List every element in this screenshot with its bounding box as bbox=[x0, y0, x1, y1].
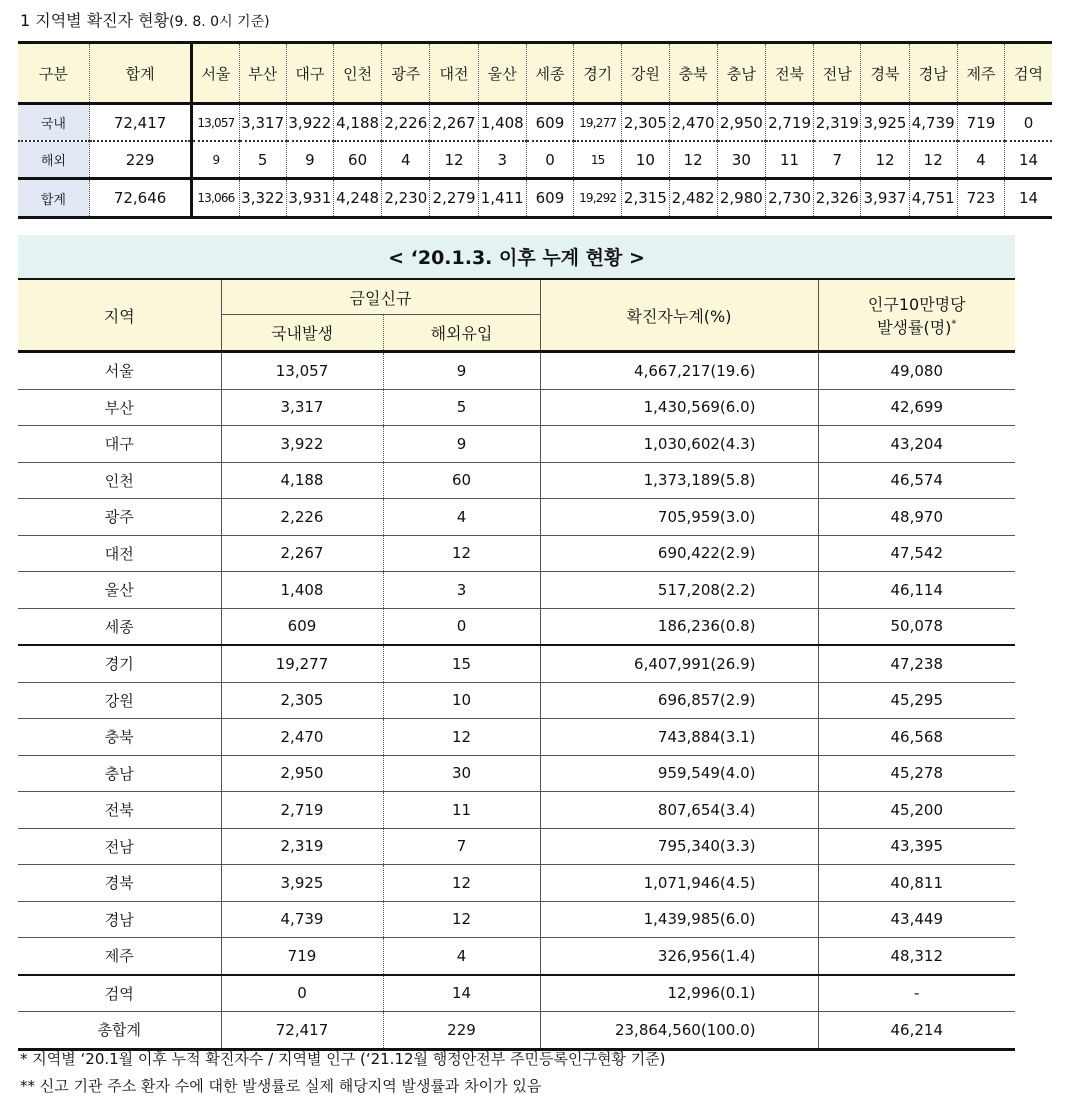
region-value: 2,719 bbox=[765, 104, 813, 142]
header-region-15: 경남 bbox=[909, 43, 957, 104]
imported-count: 30 bbox=[383, 755, 540, 792]
table-row bbox=[18, 682, 1015, 719]
table-row bbox=[18, 535, 1015, 572]
cumulative-count: 743,884(3.1) bbox=[540, 719, 818, 756]
cumulative-caption: < ‘20.1.3. 이후 누계 현황 > bbox=[18, 235, 1015, 279]
domestic-count: 2,950 bbox=[221, 755, 383, 792]
header-region-1: 부산 bbox=[239, 43, 286, 104]
region-value: 2,470 bbox=[669, 104, 717, 142]
imported-count: 3 bbox=[383, 572, 540, 609]
table-row bbox=[18, 608, 1015, 645]
region-name: 전남 bbox=[18, 828, 221, 865]
header-region-17: 검역 bbox=[1005, 43, 1052, 104]
region-name: 부산 bbox=[18, 389, 221, 426]
summary-row bbox=[18, 179, 1052, 218]
region-value: 2,319 bbox=[814, 104, 861, 142]
region-value: 3,922 bbox=[286, 104, 333, 142]
row-label: 국내 bbox=[18, 104, 89, 142]
region-name: 전북 bbox=[18, 792, 221, 829]
region-value: 2,950 bbox=[717, 104, 765, 142]
region-name: 대구 bbox=[18, 426, 221, 463]
region-value: 3 bbox=[478, 141, 526, 179]
region-name: 강원 bbox=[18, 682, 221, 719]
domestic-count: 2,226 bbox=[221, 499, 383, 536]
incidence-rate: 49,080 bbox=[818, 352, 1015, 390]
header-category: 구분 bbox=[18, 43, 89, 104]
region-value: 12 bbox=[861, 141, 909, 179]
summary-row bbox=[18, 141, 1052, 179]
table-row bbox=[18, 426, 1015, 463]
imported-count: 15 bbox=[383, 645, 540, 682]
region-name: 세종 bbox=[18, 608, 221, 645]
region-value: 723 bbox=[957, 179, 1004, 218]
region-value: 4,188 bbox=[333, 104, 381, 142]
region-value: 12 bbox=[430, 141, 478, 179]
domestic-count: 2,719 bbox=[221, 792, 383, 829]
region-value: 3,322 bbox=[239, 179, 286, 218]
domestic-count: 719 bbox=[221, 938, 383, 975]
region-name: 경남 bbox=[18, 901, 221, 938]
incidence-rate: 46,214 bbox=[818, 1012, 1015, 1050]
region-value: 9 bbox=[286, 141, 333, 179]
region-value: 19,292 bbox=[574, 179, 622, 218]
domestic-count: 2,305 bbox=[221, 682, 383, 719]
domestic-count: 609 bbox=[221, 608, 383, 645]
domestic-count: 3,317 bbox=[221, 389, 383, 426]
region-value: 2,730 bbox=[765, 179, 813, 218]
header-incidence-rate bbox=[818, 279, 1015, 352]
region-name: 충남 bbox=[18, 755, 221, 792]
cumulative-count: 807,654(3.4) bbox=[540, 792, 818, 829]
footnote-2: ** 신고 기관 주소 환자 수에 대한 발생률로 실제 해당지역 발생률과 차이가 있음 bbox=[20, 1077, 542, 1095]
region-value: 10 bbox=[622, 141, 669, 179]
row-total: 72,646 bbox=[89, 179, 191, 218]
region-value: 19,277 bbox=[574, 104, 622, 142]
incidence-rate: 47,542 bbox=[818, 535, 1015, 572]
incidence-rate: 47,238 bbox=[818, 645, 1015, 682]
header-region-12: 전북 bbox=[765, 43, 813, 104]
row-label: 합계 bbox=[18, 179, 89, 218]
region-value: 14 bbox=[1005, 141, 1052, 179]
summary-row bbox=[18, 104, 1052, 142]
incidence-rate: 40,811 bbox=[818, 865, 1015, 902]
regional-summary-table bbox=[18, 41, 1052, 219]
header-region-10: 충북 bbox=[669, 43, 717, 104]
table-row bbox=[18, 645, 1015, 682]
region-value: 2,226 bbox=[382, 104, 430, 142]
table-row bbox=[18, 572, 1015, 609]
page-title bbox=[20, 8, 270, 31]
region-name: 서울 bbox=[18, 352, 221, 390]
header-region-6: 울산 bbox=[478, 43, 526, 104]
domestic-count: 2,319 bbox=[221, 828, 383, 865]
row-total: 72,417 bbox=[89, 104, 191, 142]
cumulative-count: 795,340(3.3) bbox=[540, 828, 818, 865]
cumulative-count: 1,430,569(6.0) bbox=[540, 389, 818, 426]
header-domestic: 국내발생 bbox=[221, 315, 383, 352]
incidence-rate: 45,200 bbox=[818, 792, 1015, 829]
imported-count: 11 bbox=[383, 792, 540, 829]
cumulative-table bbox=[18, 235, 1015, 1051]
table-row bbox=[18, 938, 1015, 975]
region-value: 609 bbox=[526, 104, 573, 142]
region-value: 15 bbox=[574, 141, 622, 179]
incidence-rate: 46,114 bbox=[818, 572, 1015, 609]
domestic-count: 19,277 bbox=[221, 645, 383, 682]
incidence-rate: 45,295 bbox=[818, 682, 1015, 719]
table-row bbox=[18, 719, 1015, 756]
region-value: 4 bbox=[957, 141, 1004, 179]
imported-count: 4 bbox=[383, 499, 540, 536]
region-name: 제주 bbox=[18, 938, 221, 975]
region-value: 2,267 bbox=[430, 104, 478, 142]
header-region-11: 충남 bbox=[717, 43, 765, 104]
imported-count: 9 bbox=[383, 426, 540, 463]
region-name: 대전 bbox=[18, 535, 221, 572]
incidence-rate: 46,568 bbox=[818, 719, 1015, 756]
region-value: 11 bbox=[765, 141, 813, 179]
header-region-16: 제주 bbox=[957, 43, 1004, 104]
region-value: 30 bbox=[717, 141, 765, 179]
region-name: 인천 bbox=[18, 462, 221, 499]
region-value: 3,931 bbox=[286, 179, 333, 218]
header-region-0: 서울 bbox=[192, 43, 239, 104]
region-value: 2,230 bbox=[382, 179, 430, 218]
region-value: 12 bbox=[669, 141, 717, 179]
cumulative-count: 1,439,985(6.0) bbox=[540, 901, 818, 938]
region-value: 2,482 bbox=[669, 179, 717, 218]
cumulative-count: 1,373,189(5.8) bbox=[540, 462, 818, 499]
table-row bbox=[18, 792, 1015, 829]
imported-count: 0 bbox=[383, 608, 540, 645]
cumulative-count: 690,422(2.9) bbox=[540, 535, 818, 572]
imported-count: 60 bbox=[383, 462, 540, 499]
header-imported: 해외유입 bbox=[383, 315, 540, 352]
table-row bbox=[18, 865, 1015, 902]
region-value: 2,326 bbox=[814, 179, 861, 218]
domestic-count: 3,922 bbox=[221, 426, 383, 463]
region-name: 경북 bbox=[18, 865, 221, 902]
domestic-count: 2,470 bbox=[221, 719, 383, 756]
region-value: 4 bbox=[382, 141, 430, 179]
table-row bbox=[18, 389, 1015, 426]
header-rate-line1: 인구10만명당 bbox=[867, 295, 966, 314]
row-total: 229 bbox=[89, 141, 191, 179]
region-value: 0 bbox=[1005, 104, 1052, 142]
imported-count: 12 bbox=[383, 901, 540, 938]
footnote-marker: * bbox=[951, 318, 957, 330]
cumulative-count: 959,549(4.0) bbox=[540, 755, 818, 792]
cumulative-count: 517,208(2.2) bbox=[540, 572, 818, 609]
domestic-count: 13,057 bbox=[221, 352, 383, 390]
region-value: 4,739 bbox=[909, 104, 957, 142]
region-value: 3,925 bbox=[861, 104, 909, 142]
header-new-cases: 금일신규 bbox=[221, 279, 540, 315]
region-value: 9 bbox=[192, 141, 239, 179]
table-row bbox=[18, 499, 1015, 536]
region-value: 14 bbox=[1005, 179, 1052, 218]
header-region-7: 세종 bbox=[526, 43, 573, 104]
header-rate-line2: 발생률(명) bbox=[877, 318, 952, 337]
domestic-count: 4,188 bbox=[221, 462, 383, 499]
header-total: 합계 bbox=[89, 43, 191, 104]
region-name: 광주 bbox=[18, 499, 221, 536]
header-region-4: 광주 bbox=[382, 43, 430, 104]
region-value: 7 bbox=[814, 141, 861, 179]
imported-count: 229 bbox=[383, 1012, 540, 1050]
header-region-13: 전남 bbox=[814, 43, 861, 104]
region-value: 13,066 bbox=[192, 179, 239, 218]
cumulative-count: 326,956(1.4) bbox=[540, 938, 818, 975]
region-value: 0 bbox=[526, 141, 573, 179]
region-name: 경기 bbox=[18, 645, 221, 682]
region-value: 609 bbox=[526, 179, 573, 218]
header-region-2: 대구 bbox=[286, 43, 333, 104]
table-row bbox=[18, 352, 1015, 390]
region-name: 울산 bbox=[18, 572, 221, 609]
incidence-rate: 42,699 bbox=[818, 389, 1015, 426]
domestic-count: 3,925 bbox=[221, 865, 383, 902]
row-label: 해외 bbox=[18, 141, 89, 179]
region-name: 총합계 bbox=[18, 1012, 221, 1050]
cumulative-count: 6,407,991(26.9) bbox=[540, 645, 818, 682]
region-value: 1,408 bbox=[478, 104, 526, 142]
cumulative-count: 705,959(3.0) bbox=[540, 499, 818, 536]
header-region-5: 대전 bbox=[430, 43, 478, 104]
incidence-rate: 45,278 bbox=[818, 755, 1015, 792]
imported-count: 12 bbox=[383, 865, 540, 902]
imported-count: 9 bbox=[383, 352, 540, 390]
imported-count: 12 bbox=[383, 535, 540, 572]
region-value: 719 bbox=[957, 104, 1004, 142]
domestic-count: 2,267 bbox=[221, 535, 383, 572]
header-region-8: 경기 bbox=[574, 43, 622, 104]
cumulative-count: 186,236(0.8) bbox=[540, 608, 818, 645]
table-row bbox=[18, 462, 1015, 499]
region-value: 2,315 bbox=[622, 179, 669, 218]
incidence-rate: 46,574 bbox=[818, 462, 1015, 499]
region-value: 12 bbox=[909, 141, 957, 179]
region-value: 3,937 bbox=[861, 179, 909, 218]
table-row bbox=[18, 755, 1015, 792]
region-name: 충북 bbox=[18, 719, 221, 756]
domestic-count: 0 bbox=[221, 975, 383, 1012]
imported-count: 5 bbox=[383, 389, 540, 426]
cumulative-count: 4,667,217(19.6) bbox=[540, 352, 818, 390]
incidence-rate: - bbox=[818, 975, 1015, 1012]
cumulative-count: 23,864,560(100.0) bbox=[540, 1012, 818, 1050]
region-value: 2,980 bbox=[717, 179, 765, 218]
region-value: 3,317 bbox=[239, 104, 286, 142]
table-row bbox=[18, 975, 1015, 1012]
region-value: 2,279 bbox=[430, 179, 478, 218]
incidence-rate: 48,970 bbox=[818, 499, 1015, 536]
cumulative-count: 1,030,602(4.3) bbox=[540, 426, 818, 463]
region-value: 4,751 bbox=[909, 179, 957, 218]
table-row bbox=[18, 828, 1015, 865]
domestic-count: 72,417 bbox=[221, 1012, 383, 1050]
cumulative-count: 696,857(2.9) bbox=[540, 682, 818, 719]
region-value: 4,248 bbox=[333, 179, 381, 218]
region-value: 2,305 bbox=[622, 104, 669, 142]
region-value: 1,411 bbox=[478, 179, 526, 218]
imported-count: 10 bbox=[383, 682, 540, 719]
header-region-14: 경북 bbox=[861, 43, 909, 104]
table-row bbox=[18, 901, 1015, 938]
title-main: 1 지역별 확진자 현황 bbox=[20, 11, 170, 30]
imported-count: 4 bbox=[383, 938, 540, 975]
imported-count: 12 bbox=[383, 719, 540, 756]
footnote-1: * 지역별 ‘20.1월 이후 누적 확진자수 / 지역별 인구 (‘21.12월 행정안전부 주민등록인구현황 기준) bbox=[20, 1050, 666, 1068]
title-date: (9. 8. 0시 기준) bbox=[169, 14, 270, 30]
incidence-rate: 48,312 bbox=[818, 938, 1015, 975]
header-region-3: 인천 bbox=[333, 43, 381, 104]
incidence-rate: 43,449 bbox=[818, 901, 1015, 938]
imported-count: 14 bbox=[383, 975, 540, 1012]
header-cumulative: 확진자누계(%) bbox=[540, 279, 818, 352]
imported-count: 7 bbox=[383, 828, 540, 865]
cumulative-count: 12,996(0.1) bbox=[540, 975, 818, 1012]
domestic-count: 4,739 bbox=[221, 901, 383, 938]
domestic-count: 1,408 bbox=[221, 572, 383, 609]
header-region: 지역 bbox=[18, 279, 221, 352]
table-row bbox=[18, 1012, 1015, 1050]
incidence-rate: 50,078 bbox=[818, 608, 1015, 645]
region-value: 60 bbox=[333, 141, 381, 179]
header-region-9: 강원 bbox=[622, 43, 669, 104]
incidence-rate: 43,395 bbox=[818, 828, 1015, 865]
region-name: 검역 bbox=[18, 975, 221, 1012]
region-value: 13,057 bbox=[192, 104, 239, 142]
cumulative-count: 1,071,946(4.5) bbox=[540, 865, 818, 902]
incidence-rate: 43,204 bbox=[818, 426, 1015, 463]
region-value: 5 bbox=[239, 141, 286, 179]
